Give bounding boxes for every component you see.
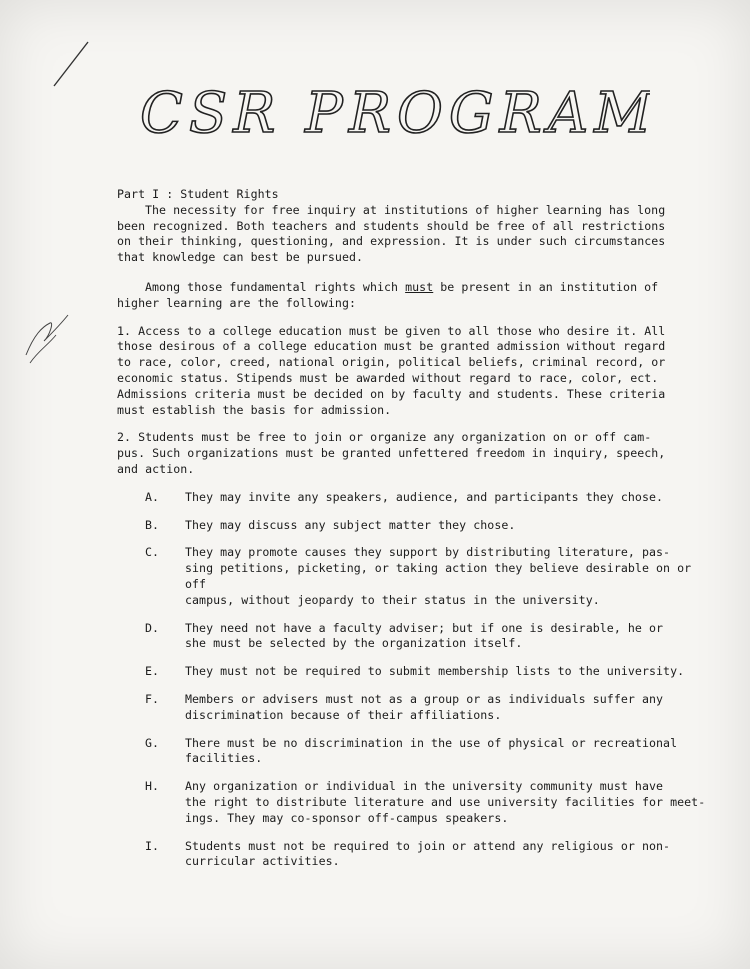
organization-rights-list — [117, 490, 712, 870]
list-item-label: E. — [145, 664, 160, 679]
list-item-label: B. — [145, 517, 160, 532]
list-item — [145, 490, 712, 506]
list-item-text: They may invite any speakers, audience, and participants they chose. — [185, 489, 664, 504]
list-item-label: G. — [145, 735, 160, 750]
list-item — [145, 664, 712, 680]
list-item-label: I. — [145, 838, 160, 853]
handwritten-margin-note — [20, 305, 80, 375]
list-item-text: Any organization or individual in the university community must have the right to distribute literature and use university facilities for meet- ings. They may co-sponsor off-campus speakers. — [185, 779, 706, 825]
list-item-text: They may promote causes they support by distributing literature, pas- sing petitions, picketing, or taking action they believe desirable on or off campus, without jeopardy to their status in the university. — [185, 545, 692, 607]
pen-stroke-mark — [50, 40, 90, 90]
list-item — [145, 736, 712, 768]
list-item — [145, 518, 712, 534]
list-item — [145, 779, 712, 826]
list-item — [145, 839, 712, 871]
list-item — [145, 621, 712, 653]
rights-intro-must: must — [405, 279, 434, 294]
point-2-paragraph: 2. Students must be free to join or organize any organization on or off cam- pus. Such organizations must be granted unfettered freedom in inquiry, speech, and action. — [117, 430, 666, 476]
list-item-text: They need not have a faculty adviser; but if one is desirable, he or she must be selected by the organization itself. — [185, 620, 664, 651]
document-body — [117, 187, 712, 870]
list-item-text: Students must not be required to join or attend any religious or non- curricular activities. — [185, 838, 671, 869]
rights-intro-paragraph — [117, 280, 712, 312]
document-title — [130, 70, 650, 150]
list-item-label: A. — [145, 489, 160, 504]
point-1-paragraph: 1. Access to a college education must be given to all those who desire it. All those desirous of a college education must be granted admission without regard to race, color, creed, national origin, political beliefs, criminal record, or economic status. Stipends must be awarded without regard to race, color, ect. Admissions criteria must be decided on by faculty and students. These criteria must establish the basis for admission. — [117, 323, 666, 417]
document-title-text: CSR PROGRAM — [140, 81, 650, 146]
list-item-label: D. — [145, 620, 160, 635]
list-item — [145, 692, 712, 724]
list-item-text: They must not be required to submit membership lists to the university. — [185, 664, 685, 679]
list-item-text: Members or advisers must not as a group or as individuals suffer any discrimination because of their affiliations. — [185, 691, 664, 722]
part-heading: Part I : Student Rights — [117, 187, 279, 201]
list-item-label: F. — [145, 691, 160, 706]
rights-intro-after: be present in an institution of higher learning are the following: — [117, 279, 659, 310]
list-item-text: They may discuss any subject matter they chose. — [185, 517, 516, 532]
list-item-label: C. — [145, 545, 160, 560]
list-item-label: H. — [145, 779, 160, 794]
list-item — [145, 545, 712, 608]
intro-paragraph: The necessity for free inquiry at institutions of higher learning has long been recognized. Both teachers and students should be free of all restrictions on their thinking, questioning, and expression. It is under such circumstances that knowledge can best be pursued. — [117, 202, 666, 265]
list-item-text: There must be no discrimination in the use of physical or recreational facilities. — [185, 735, 678, 766]
rights-intro-before: Among those fundamental rights which — [145, 279, 406, 294]
